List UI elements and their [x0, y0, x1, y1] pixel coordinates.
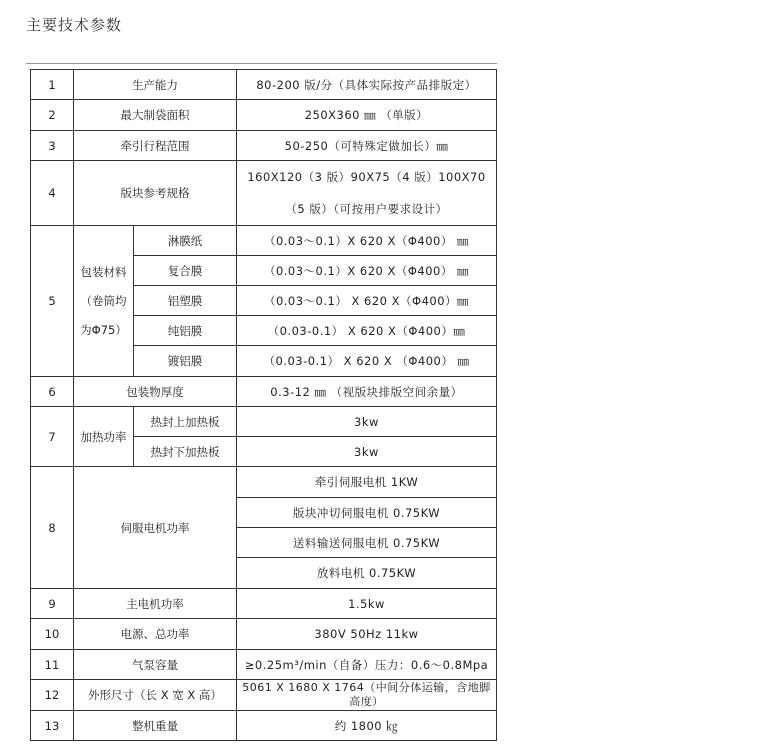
- heater-value: 3kw: [237, 407, 497, 437]
- param-name: 版块参考规格: [74, 161, 237, 226]
- row-number: 10: [31, 619, 74, 650]
- param-value: 50-250（可特殊定做加长）㎜: [237, 131, 497, 161]
- row-number: 7: [31, 407, 74, 467]
- material-name: 纯铝膜: [134, 316, 237, 346]
- table-row: [31, 619, 497, 650]
- param-value: ≥0.25m³/min（自备）压力：0.6～0.8Mpa: [237, 650, 497, 680]
- heater-name: 热封上加热板: [134, 407, 237, 437]
- table-row: [31, 131, 497, 161]
- param-value: 5061 X 1680 X 1764（中间分体运输，含地脚高度）: [237, 680, 497, 711]
- material-value: （0.03-0.1） X 620 X（Φ400）㎜: [237, 316, 497, 346]
- packaging-material-label: 包装材料（卷筒均为Φ75）: [74, 226, 134, 377]
- table-row: [31, 377, 497, 407]
- param-value: 160X120（3 版）90X75（4 版）100X70（5 版）（可按用户要求设计）: [237, 161, 497, 226]
- param-name: 牵引行程范围: [74, 131, 237, 161]
- motor-value: 放料电机 0.75KW: [237, 558, 497, 589]
- material-name: 铝塑膜: [134, 286, 237, 316]
- motor-value: 版块冲切伺服电机 0.75KW: [237, 498, 497, 528]
- param-name: 整机重量: [74, 711, 237, 741]
- param-name: 外形尺寸（长 X 宽 X 高）: [74, 680, 237, 711]
- param-name: 最大制袋面积: [74, 100, 237, 131]
- param-name: 电源、总功率: [74, 619, 237, 650]
- row-number: 6: [31, 377, 74, 407]
- table-row: [31, 70, 497, 100]
- table-row: [31, 650, 497, 680]
- spec-table: [30, 69, 497, 741]
- table-row: [31, 589, 497, 619]
- param-name: 气泵容量: [74, 650, 237, 680]
- material-value: （0.03～0.1）X 620 X（Φ400） ㎜: [237, 226, 497, 256]
- param-name: 包装物厚度: [74, 377, 237, 407]
- table-row: [31, 226, 497, 256]
- param-name: 生产能力: [74, 70, 237, 100]
- table-row: [31, 161, 497, 226]
- material-name: 复合膜: [134, 256, 237, 286]
- row-number: 11: [31, 650, 74, 680]
- motor-value: 牵引伺服电机 1KW: [237, 467, 497, 498]
- row-number: 4: [31, 161, 74, 226]
- param-value: 1.5kw: [237, 589, 497, 619]
- page-heading: 主要技术参数: [26, 16, 123, 34]
- param-value: 250X360 ㎜ （单版）: [237, 100, 497, 131]
- row-number: 2: [31, 100, 74, 131]
- table-row: [31, 711, 497, 741]
- row-number: 12: [31, 680, 74, 711]
- table-row: [31, 100, 497, 131]
- motor-value: 送料输送伺服电机 0.75KW: [237, 528, 497, 558]
- row-number: 9: [31, 589, 74, 619]
- material-value: （0.03～0.1）X 620 X（Φ400） ㎜: [237, 256, 497, 286]
- material-name: 镀铝膜: [134, 346, 237, 377]
- row-number: 1: [31, 70, 74, 100]
- material-value: （0.03～0.1） X 620 X（Φ400）㎜: [237, 286, 497, 316]
- heater-name: 热封下加热板: [134, 437, 237, 467]
- divider: [26, 63, 497, 64]
- material-value: （0.03-0.1） X 620 X （Φ400） ㎜: [237, 346, 497, 377]
- table-row: [31, 680, 497, 711]
- row-number: 13: [31, 711, 74, 741]
- param-value: 380V 50Hz 11kw: [237, 619, 497, 650]
- param-name: 伺服电机功率: [74, 467, 237, 589]
- material-name: 淋膜纸: [134, 226, 237, 256]
- heating-power-label: 加热功率: [74, 407, 134, 467]
- param-value: 0.3-12 ㎜ （视版块排版空间余量）: [237, 377, 497, 407]
- row-number: 8: [31, 467, 74, 589]
- table-row: [31, 467, 497, 498]
- param-name: 主电机功率: [74, 589, 237, 619]
- heater-value: 3kw: [237, 437, 497, 467]
- param-value: 约 1800 ㎏: [237, 711, 497, 741]
- row-number: 5: [31, 226, 74, 377]
- table-row: [31, 407, 497, 437]
- row-number: 3: [31, 131, 74, 161]
- param-value: 80-200 版/分（具体实际按产品排版定）: [237, 70, 497, 100]
